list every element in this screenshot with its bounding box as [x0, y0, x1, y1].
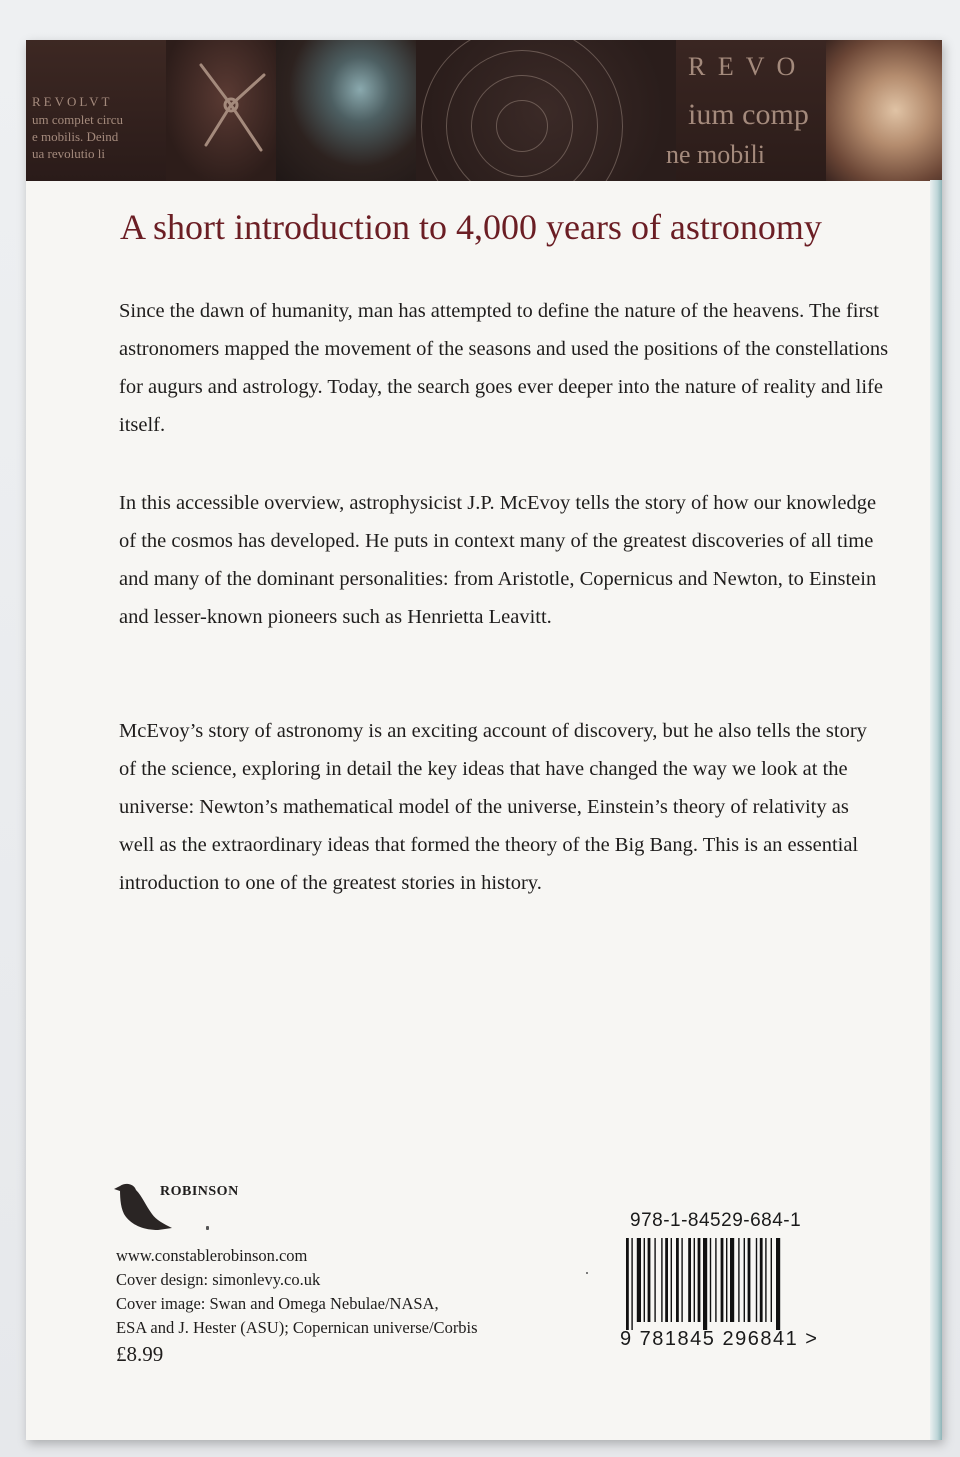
barcode-bar [694, 1238, 695, 1322]
barcode-bar [721, 1238, 724, 1322]
barcode-bar [748, 1238, 751, 1322]
credits-block [116, 1244, 478, 1366]
book-page-edge [930, 180, 942, 1440]
barcode-bar [654, 1238, 655, 1322]
banner-latin-text: REVOLVT [32, 94, 113, 109]
publisher-website: www.constablerobinson.com [116, 1246, 308, 1265]
banner-panel-nebula-right [826, 40, 942, 181]
banner-latin-text: ium comp [688, 98, 809, 131]
barcode-bar [744, 1238, 745, 1322]
barcode-bar [671, 1238, 672, 1322]
blurb-paragraph: McEvoy’s story of astronomy is an exciting account of discovery, but he also tells the story of the science, exploring in detail the key ideas that have changed the way we look at the universe: Newton’s mathematical model of the universe, Einstein’s theory of relativity as well as the extraordinary ideas that formed the theory of the Big Bang. This is an essential introduction to one of the greatest stories in history. [119, 720, 867, 894]
barcode-bar [715, 1238, 716, 1322]
barcode-bar [648, 1238, 651, 1322]
barcode-bar [703, 1238, 707, 1330]
isbn-number: 978-1-84529-684-1 [630, 1210, 802, 1231]
barcode-bar [631, 1238, 632, 1330]
barcode-bar [681, 1238, 682, 1322]
barcode-bar [637, 1238, 641, 1322]
cover-image-credit: Cover image: Swan and Omega Nebulae/NASA, [116, 1294, 439, 1313]
price: £8.99 [116, 1342, 164, 1366]
barcode-bar [644, 1238, 645, 1322]
banner-latin-text: R E V O [688, 52, 799, 81]
barcode-bar [626, 1238, 629, 1330]
barcode-bar [710, 1238, 711, 1322]
dust-speck [206, 1226, 209, 1230]
cover-design-credit: Cover design: simonlevy.co.uk [116, 1270, 321, 1289]
banner-latin-text: ua revolutio li [32, 146, 105, 161]
banner-latin-text: um complet circu [32, 112, 123, 127]
cover-image-credit: ESA and J. Hester (ASU); Copernican universe/Corbis [116, 1318, 478, 1337]
star-diagram-icon [186, 45, 276, 165]
barcode-bar [726, 1238, 727, 1322]
barcode-bar [765, 1238, 766, 1322]
barcode-bar [756, 1238, 757, 1322]
banner-latin-text: e mobilis. Deind [32, 129, 119, 144]
blurb-paragraph: Since the dawn of humanity, man has attempted to define the nature of the heavens. The first astronomers mapped the movement of the seasons and used the positions of the constellations for augurs and astrology. Today, the search goes ever deeper into the nature of reality and life itself. [119, 300, 889, 436]
barcode-bar [760, 1238, 763, 1322]
blurb-paragraph: In this accessible overview, astrophysicist J.P. McEvoy tells the story of how our knowledge of the cosmos has developed. He puts in context many of the greatest discoveries of all time and many of the dominant personalities: from Aristotle, Copernicus and Newton, to Einstein and lesser-known pioneers such as Henrietta Leavitt. [119, 492, 877, 628]
orbit-ring [421, 40, 623, 181]
barcode-bar [676, 1238, 679, 1322]
barcode-bar [665, 1238, 668, 1322]
book-back-cover [26, 40, 942, 1440]
cover-banner-image [26, 40, 942, 181]
barcode-bar [771, 1238, 772, 1322]
barcode-bar [730, 1238, 734, 1322]
barcode [622, 1238, 842, 1330]
barcode-bar [661, 1238, 662, 1322]
banner-latin-text: ne mobili [666, 140, 765, 169]
publisher-name: ROBINSON [160, 1184, 239, 1199]
barcode-bar [698, 1238, 701, 1322]
barcode-bar [776, 1238, 780, 1330]
barcode-bar [688, 1238, 691, 1322]
barcode-digits: 9 781845 296841 > [620, 1328, 819, 1350]
banner-panel-nebula [276, 40, 416, 181]
dust-speck [586, 1272, 588, 1274]
headline: A short introduction to 4,000 years of astronomy [120, 207, 822, 247]
barcode-bar [738, 1238, 739, 1322]
